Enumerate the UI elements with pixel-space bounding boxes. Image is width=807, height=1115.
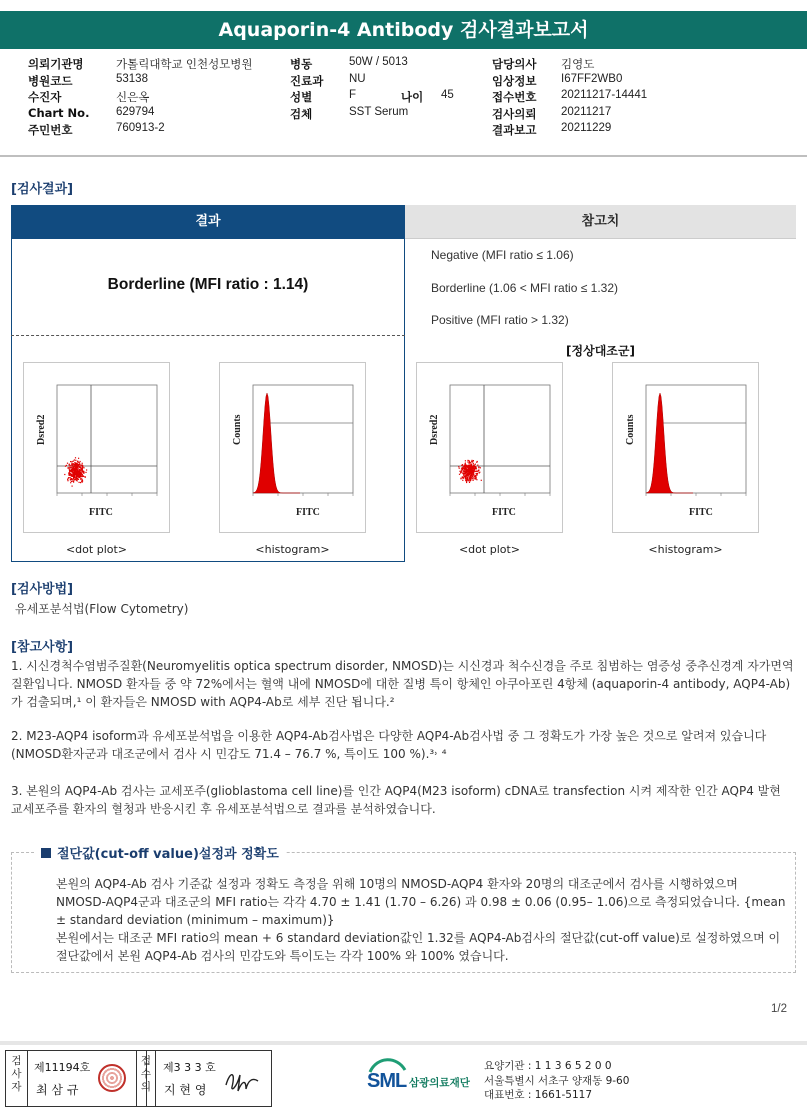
event-dot bbox=[73, 466, 74, 467]
event-dot bbox=[470, 470, 471, 471]
event-dot bbox=[81, 469, 82, 470]
event-dot bbox=[460, 478, 461, 479]
event-dot bbox=[465, 468, 466, 469]
event-dot bbox=[77, 470, 78, 471]
event-dot bbox=[82, 463, 83, 464]
event-dot bbox=[471, 468, 472, 469]
event-dot bbox=[467, 460, 468, 461]
inspector-name: 최 삼 규 bbox=[36, 1083, 79, 1097]
event-dot bbox=[68, 474, 69, 475]
org-info bbox=[484, 1059, 629, 1103]
event-dot bbox=[71, 475, 72, 476]
info-value: SST Serum bbox=[349, 105, 409, 118]
reviewer-number: 제3 3 3 호 bbox=[163, 1061, 216, 1074]
event-dot bbox=[76, 468, 77, 469]
event-dot bbox=[473, 460, 474, 461]
event-dot bbox=[74, 459, 75, 460]
event-dot bbox=[72, 461, 73, 462]
event-dot bbox=[78, 479, 79, 480]
event-dot bbox=[465, 474, 466, 475]
event-dot bbox=[69, 471, 70, 472]
event-dot bbox=[80, 468, 81, 469]
reference-negative: Negative (MFI ratio ≤ 1.06) bbox=[431, 248, 574, 262]
histogram-peak bbox=[646, 393, 693, 493]
cutoff-text-2: 본원에서는 대조군 MFI ratio의 mean + 6 standard deviation값인 1.32를 AQP4-Ab검사의 절단값(cut-off value)로 설정하였으며 이 절단값에서 본원 AQP4-Ab 검사의 민감도와 특이도는 각각 100% 와 100% 였습니다. bbox=[56, 931, 781, 963]
event-dot bbox=[459, 474, 460, 475]
result-heading: [검사결과] bbox=[11, 182, 74, 197]
event-dot bbox=[79, 472, 80, 473]
event-dot bbox=[69, 468, 70, 469]
event-dot bbox=[470, 479, 471, 480]
event-dot bbox=[462, 468, 463, 469]
info-value: 53138 bbox=[116, 72, 148, 85]
square-bullet-icon bbox=[41, 848, 51, 858]
cutoff-text-1: 본원의 AQP4-Ab 검사 기준값 설정과 정확도 측정을 위해 10명의 NMOSD-AQP4 환자와 20명의 대조군에서 검사를 시행하였으며 NMOSD-AQP4군과 대조군의 MFI ratio는 각각 4.70 ± 1.41 (1.70 – 6.26) 과 0.98 ± 0.06 (0.95– 1.06)으로 측정되었습니다. {mean ± standard deviation (minimum – maximum)} bbox=[56, 877, 786, 927]
event-dot bbox=[462, 464, 463, 465]
event-dot bbox=[476, 471, 477, 472]
event-dot bbox=[472, 478, 473, 479]
event-dot bbox=[465, 480, 466, 481]
event-dot bbox=[473, 471, 474, 472]
event-dot bbox=[69, 464, 70, 465]
hist-ylabel: Counts bbox=[625, 414, 636, 445]
histogram-caption: <histogram> bbox=[648, 543, 723, 556]
info-value: 신은옥 bbox=[116, 92, 150, 104]
reference-borderline: Borderline (1.06 < MFI ratio ≤ 1.32) bbox=[431, 281, 619, 295]
event-dot bbox=[82, 465, 83, 466]
event-dot bbox=[468, 474, 469, 475]
event-dot bbox=[476, 479, 477, 480]
event-dot bbox=[467, 471, 468, 472]
event-dot bbox=[472, 461, 473, 462]
event-dot bbox=[469, 476, 470, 477]
note-paragraph-2: 2. M23-AQP4 isoform과 유세포분석법을 이용한 AQP4-Ab검사법은 다양한 AQP4-Ab검사법 중 그 정확도가 가장 높은 것으로 알려져 있습니다(NMOSD환자군과 대조군에서 검사 시 민감도 71.4 – 76.7 %, 특이도 100 %).³˒ ⁴ bbox=[11, 729, 767, 761]
event-dot bbox=[472, 466, 473, 467]
event-dot bbox=[73, 476, 74, 477]
cutoff-heading-text: 절단값(cut-off value)설정과 정확도 bbox=[57, 847, 279, 862]
event-dot bbox=[80, 474, 81, 475]
event-dot bbox=[465, 472, 466, 473]
hist-xlabel: FITC bbox=[689, 507, 713, 518]
control-group-label: [정상대조군] bbox=[566, 344, 635, 358]
patient-dot-plot bbox=[23, 362, 170, 533]
event-dot bbox=[69, 467, 70, 468]
patient-info bbox=[28, 56, 788, 139]
event-dot bbox=[472, 475, 473, 476]
histogram-peak bbox=[253, 393, 300, 493]
event-dot bbox=[466, 468, 467, 469]
report-title: Aquaporin-4 Antibody 검사결과보고서 bbox=[0, 11, 807, 49]
event-dot bbox=[74, 476, 75, 477]
event-dot bbox=[79, 482, 80, 483]
info-label: 나이 bbox=[401, 90, 424, 104]
logo-text: SML bbox=[367, 1070, 407, 1092]
event-dot bbox=[474, 475, 475, 476]
event-dot bbox=[72, 486, 73, 487]
note-paragraph-1: 1. 시신경척수염범주질환(Neuromyelitis optica spectrum disorder, NMOSD)는 시신경과 척수신경을 주로 침범하는 염증성 중추신경계 자가면역 질환입니다. NMOSD 환자들 중 약 72%에서는 혈액 내에 NMOSD에 대한 질병 특이 항체인 아쿠아포린 4항체 (aquaporin-4 antibody, AQP4-Ab)가 검출되며,¹ 이 환자들은 NMOSD with AQP4-Ab로 세부 진단 됩니다.² bbox=[11, 659, 794, 709]
info-value: F bbox=[349, 89, 357, 101]
info-label: 의뢰기관명 bbox=[28, 57, 84, 71]
event-dot bbox=[79, 462, 80, 463]
event-dot bbox=[64, 474, 65, 475]
info-label: 진료과 bbox=[290, 73, 324, 88]
event-dot bbox=[477, 471, 478, 472]
event-dot bbox=[473, 473, 474, 474]
event-dot bbox=[80, 478, 81, 479]
info-value: NU bbox=[349, 72, 366, 85]
info-label: 접수번호 bbox=[492, 90, 537, 104]
event-dot bbox=[79, 470, 80, 471]
event-dot bbox=[468, 479, 469, 480]
info-value: 20211217 bbox=[561, 105, 612, 118]
dot-xlabel: FITC bbox=[492, 507, 516, 518]
org-name: 삼광의료재단 bbox=[409, 1077, 470, 1089]
event-dot bbox=[477, 465, 478, 466]
event-dot bbox=[76, 478, 77, 479]
event-dot bbox=[73, 478, 74, 479]
event-dot bbox=[79, 467, 80, 468]
event-dot bbox=[459, 468, 460, 469]
event-dot bbox=[480, 467, 481, 468]
inspector-stamp bbox=[5, 1050, 147, 1107]
patient-histogram bbox=[219, 362, 366, 533]
control-dot-plot bbox=[416, 362, 563, 533]
event-dot bbox=[465, 460, 466, 461]
event-dot bbox=[74, 464, 75, 465]
reference-column-header: 참고치 bbox=[405, 205, 796, 239]
event-dot bbox=[469, 460, 470, 461]
info-label: 결과보고 bbox=[492, 123, 537, 137]
event-dot bbox=[73, 468, 74, 469]
event-dot bbox=[459, 471, 460, 472]
event-dot bbox=[80, 461, 81, 462]
event-dot bbox=[66, 465, 67, 466]
event-dot bbox=[72, 465, 73, 466]
event-dot bbox=[77, 464, 78, 465]
event-dot bbox=[75, 457, 76, 458]
event-dot bbox=[465, 463, 466, 464]
event-dot bbox=[471, 460, 472, 461]
page-number: 1/2 bbox=[771, 1003, 787, 1015]
event-dot bbox=[463, 473, 464, 474]
event-dot bbox=[471, 465, 472, 466]
org-info-line: 서울특별시 서초구 양재동 9-60 bbox=[484, 1074, 630, 1087]
event-dot bbox=[70, 477, 71, 478]
info-label: 주민번호 bbox=[28, 123, 73, 137]
event-dot bbox=[474, 471, 475, 472]
info-label: 성별 bbox=[290, 90, 313, 104]
event-dot bbox=[86, 469, 87, 470]
event-dot bbox=[468, 468, 469, 469]
org-info-line: 요양기관 : 1 1 3 6 5 2 0 0 bbox=[484, 1060, 612, 1072]
event-dot bbox=[78, 458, 79, 459]
event-dot bbox=[466, 482, 467, 483]
event-dot bbox=[475, 464, 476, 465]
event-dot bbox=[461, 472, 462, 473]
info-value: 20211217-14441 bbox=[561, 89, 648, 101]
event-dot bbox=[472, 479, 473, 480]
event-dot bbox=[67, 463, 68, 464]
event-dot bbox=[82, 479, 83, 480]
event-dot bbox=[69, 470, 70, 471]
info-value: 50W / 5013 bbox=[349, 56, 408, 68]
event-dot bbox=[466, 465, 467, 466]
dot-xlabel: FITC bbox=[89, 507, 113, 518]
event-dot bbox=[67, 480, 68, 481]
note-paragraph-3: 3. 본원의 AQP4-Ab 검사는 교세포주(glioblastoma cell line)를 인간 AQP4(M23 isoform) cDNA로 transfection 시켜 제작한 인간 AQP4 발현 교세포주를 환자의 혈청과 반응시킨 후 유세포분석법으로 결과를 분석하였습니다. bbox=[11, 784, 781, 816]
event-dot bbox=[476, 462, 477, 463]
event-dot bbox=[67, 467, 68, 468]
event-dot bbox=[71, 481, 72, 482]
info-label: 검체 bbox=[290, 106, 313, 121]
event-dot bbox=[478, 467, 479, 468]
event-dot bbox=[83, 467, 84, 468]
event-dot bbox=[70, 461, 71, 462]
info-label: 병원코드 bbox=[28, 73, 73, 88]
event-dot bbox=[473, 468, 474, 469]
info-label: 병동 bbox=[290, 57, 313, 71]
event-dot bbox=[470, 480, 471, 481]
event-dot bbox=[85, 477, 86, 478]
event-dot bbox=[476, 468, 477, 469]
event-dot bbox=[470, 477, 471, 478]
event-dot bbox=[82, 467, 83, 468]
method-heading: [검사방법] bbox=[11, 582, 74, 597]
event-dot bbox=[70, 473, 71, 474]
signature-icon bbox=[222, 1067, 262, 1095]
inspector-label bbox=[6, 1051, 28, 1106]
event-dot bbox=[464, 466, 465, 467]
event-dot bbox=[68, 478, 69, 479]
event-dot bbox=[469, 466, 470, 467]
event-dot bbox=[466, 470, 467, 471]
event-dot bbox=[79, 477, 80, 478]
event-dot bbox=[469, 468, 470, 469]
event-dot bbox=[478, 470, 479, 471]
info-value: 45 bbox=[441, 89, 454, 101]
event-dot bbox=[74, 469, 75, 470]
result-value: Borderline (MFI ratio : 1.14) bbox=[107, 276, 309, 293]
event-dot bbox=[73, 481, 74, 482]
event-dot bbox=[71, 478, 72, 479]
event-dot bbox=[473, 477, 474, 478]
control-histogram bbox=[612, 362, 759, 533]
event-dot bbox=[463, 478, 464, 479]
event-dot bbox=[475, 478, 476, 479]
event-dot bbox=[81, 465, 82, 466]
event-dot bbox=[81, 471, 82, 472]
event-dot bbox=[462, 480, 463, 481]
cutoff-text bbox=[56, 875, 786, 965]
method-text: 유세포분석법(Flow Cytometry) bbox=[15, 602, 189, 616]
event-dot bbox=[71, 466, 72, 467]
event-dot bbox=[82, 469, 83, 470]
org-info-line: 대표번호 : 1661-5117 bbox=[484, 1089, 593, 1101]
inspector-label-text: 검사자 bbox=[11, 1055, 22, 1093]
event-dot bbox=[71, 464, 72, 465]
event-dot bbox=[70, 466, 71, 467]
event-dot bbox=[73, 461, 74, 462]
info-label: 수진자 bbox=[28, 90, 62, 104]
event-dot bbox=[458, 466, 459, 467]
notes-heading: [참고사항] bbox=[11, 640, 74, 655]
event-dot bbox=[73, 473, 74, 474]
dot-ylabel: Dsred2 bbox=[36, 414, 47, 445]
info-value: 가톨릭대학교 인천성모병원 bbox=[116, 59, 253, 71]
footer-divider bbox=[0, 1041, 807, 1045]
hist-ylabel: Counts bbox=[232, 414, 243, 445]
event-dot bbox=[476, 473, 477, 474]
event-dot bbox=[71, 467, 72, 468]
reviewer-stamp bbox=[136, 1050, 272, 1107]
event-dot bbox=[470, 472, 471, 473]
info-label: 담당의사 bbox=[492, 57, 537, 71]
event-dot bbox=[467, 461, 468, 462]
info-label: 검사의뢰 bbox=[492, 106, 537, 121]
event-dot bbox=[472, 474, 473, 475]
event-dot bbox=[465, 478, 466, 479]
event-dot bbox=[464, 476, 465, 477]
divider bbox=[0, 155, 807, 157]
info-value: 629794 bbox=[116, 105, 155, 118]
event-dot bbox=[470, 475, 471, 476]
histogram-caption: <histogram> bbox=[255, 543, 330, 556]
event-dot bbox=[70, 482, 71, 483]
seal-icon bbox=[98, 1064, 126, 1092]
event-dot bbox=[76, 475, 77, 476]
event-dot bbox=[475, 466, 476, 467]
dot-plot-caption: <dot plot> bbox=[65, 543, 128, 556]
event-dot bbox=[469, 482, 470, 483]
event-dot bbox=[461, 470, 462, 471]
event-dot bbox=[75, 471, 76, 472]
event-dot bbox=[82, 475, 83, 476]
event-dot bbox=[462, 476, 463, 477]
event-dot bbox=[467, 473, 468, 474]
cutoff-heading bbox=[34, 843, 286, 862]
reviewer-label-text: 접수의 bbox=[140, 1055, 152, 1093]
event-dot bbox=[468, 465, 469, 466]
event-dot bbox=[467, 478, 468, 479]
reviewer-label bbox=[136, 1051, 156, 1106]
event-dot bbox=[76, 466, 77, 467]
info-label: Chart No. bbox=[28, 105, 90, 120]
event-dot bbox=[85, 472, 86, 473]
event-dot bbox=[70, 479, 71, 480]
event-dot bbox=[75, 460, 76, 461]
event-dot bbox=[82, 474, 83, 475]
event-dot bbox=[71, 471, 72, 472]
info-value: 20211229 bbox=[561, 122, 612, 134]
dot-plot-caption: <dot plot> bbox=[458, 543, 521, 556]
event-dot bbox=[74, 462, 75, 463]
reviewer-name: 지 현 영 bbox=[164, 1083, 207, 1097]
info-label: 임상정보 bbox=[492, 73, 537, 88]
reference-positive: Positive (MFI ratio > 1.32) bbox=[431, 313, 569, 327]
event-dot bbox=[83, 471, 84, 472]
event-dot bbox=[470, 462, 471, 463]
inspector-number: 제11194호 bbox=[34, 1061, 91, 1074]
event-dot bbox=[481, 480, 482, 481]
info-value: 760913-2 bbox=[116, 122, 165, 134]
event-dot bbox=[477, 473, 478, 474]
hist-xlabel: FITC bbox=[296, 507, 320, 518]
event-dot bbox=[83, 473, 84, 474]
event-dot bbox=[75, 479, 76, 480]
event-dot bbox=[81, 473, 82, 474]
info-value: 김영도 bbox=[561, 59, 595, 71]
info-value: I67FF2WB0 bbox=[561, 72, 623, 85]
event-dot bbox=[473, 463, 474, 464]
event-dot bbox=[80, 482, 81, 483]
result-divider bbox=[11, 335, 405, 336]
dot-ylabel: Dsred2 bbox=[429, 414, 440, 445]
event-dot bbox=[479, 472, 480, 473]
event-dot bbox=[67, 479, 68, 480]
event-dot bbox=[74, 470, 75, 471]
result-column-header: 결과 bbox=[11, 205, 405, 239]
